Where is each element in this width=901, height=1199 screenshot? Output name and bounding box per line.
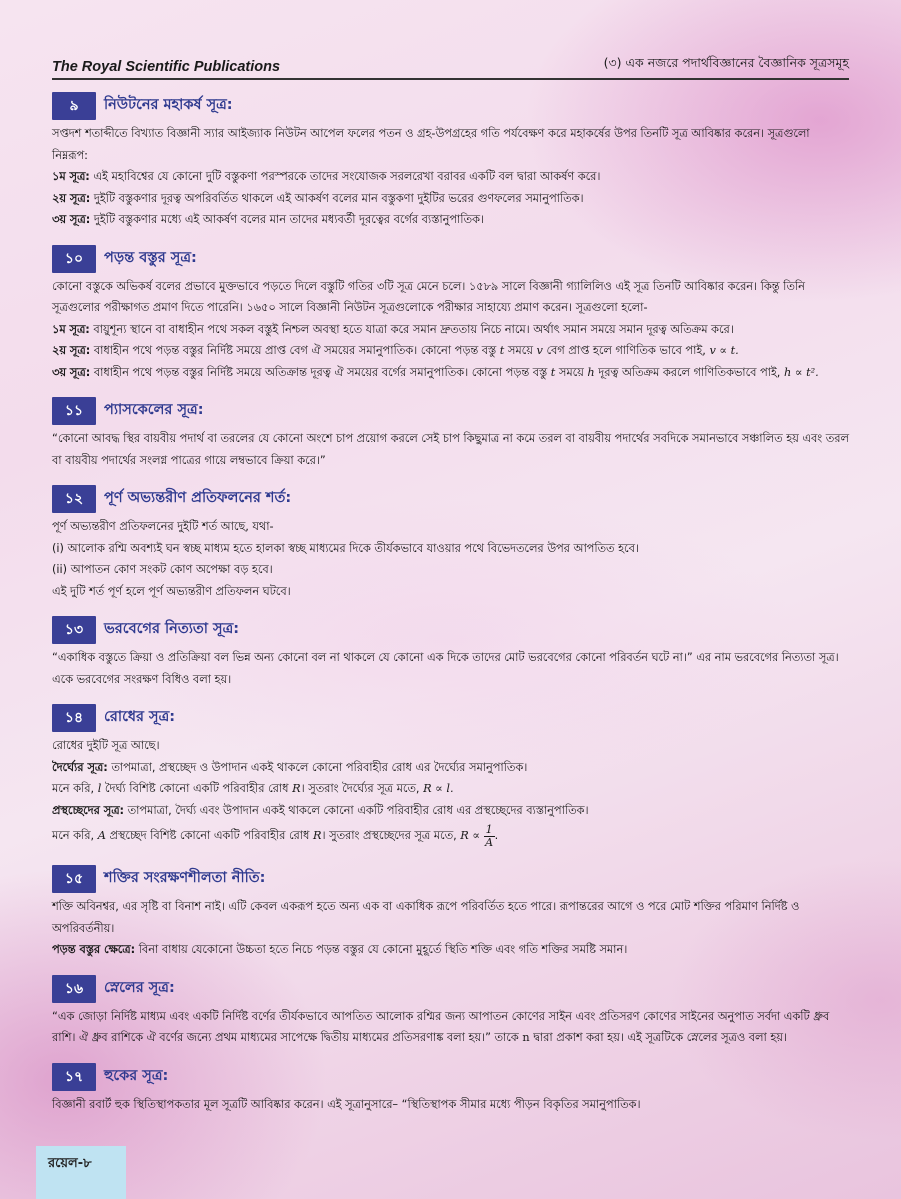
section-heading bbox=[52, 975, 849, 1003]
section-title: শক্তির সংরক্ষণশীলতা নীতি: bbox=[104, 870, 266, 886]
section-snell-law bbox=[52, 975, 849, 1049]
variable-R: R bbox=[292, 782, 301, 795]
section-heading bbox=[52, 865, 849, 893]
law-2 bbox=[52, 188, 849, 210]
law-label: ১ম সূত্র: bbox=[52, 322, 90, 336]
section-number-badge: ১৪ bbox=[52, 704, 96, 732]
variable-A: A bbox=[97, 829, 106, 842]
section-text: শক্তি অবিনশ্বর, এর সৃষ্টি বা বিনাশ নাই। এটি কেবল একরূপ হতে অন্য এক বা একাধিক রূপে পরিবর্তিত হতে পারে। রূপান্তরের আগে ও পরে মোট শক্তির পরিমাণ নির্দিষ্ট ও অপরিবর্তনীয়। bbox=[52, 900, 800, 935]
snell-text: “এক জোড়া নির্দিষ্ট মাধ্যম এবং একটি নির্দিষ্ট বর্ণের তীর্যকভাবে আপতিত আলোক রশ্মির জন্য আপাতন কোণের সাইন এবং প্রতিসরণ কোণের সাইনের অনুপাত সর্বদা একটি ধ্রুব রাশি। ঐ ধ্রুব রাশিকে ঐ বর্ণের জন্যে প্রথম মাধ্যমের সাপেক্ষে দ্বিতীয় মাধ্যমের প্রতিসরণাঙ্ক বলা হয়।” তাকে bbox=[52, 1009, 830, 1044]
law-label: দৈর্ঘ্যের সূত্র: bbox=[52, 760, 108, 774]
case-label: পড়ন্ত বস্তুর ক্ষেত্রে: bbox=[52, 943, 136, 956]
example-text: । সুতরাং দৈর্ঘ্যের সূত্র মতে, bbox=[300, 782, 420, 795]
section-intro: পূর্ণ অভ্যন্তরীণ প্রতিফলনের দুইটি শর্ত আছে, যথা- bbox=[52, 520, 274, 533]
section-title: হুকের সূত্র: bbox=[104, 1067, 169, 1084]
law-text: তাপমাত্রা, প্রস্থচ্ছেদ ও উপাদান একই থাকলে কোনো পরিবাহীর রোধ এর দৈর্ঘ্যের সমানুপাতিক। bbox=[111, 760, 528, 774]
section-number-badge: ১২ bbox=[52, 485, 96, 513]
length-law bbox=[52, 757, 849, 779]
variable-n: n bbox=[522, 1031, 530, 1044]
law-text: বাধাহীন পথে পড়ন্ত বস্তুর নির্দিষ্ট সময়ে অতিক্রান্ত দূরত্ব ঐ সময়ের বর্গের সমানুপাতিক। কোনো পড়ন্ত বস্তু bbox=[93, 365, 548, 379]
law-text: বাধাহীন পথে পড়ন্ত বস্তুর নির্দিষ্ট সময়ে প্রাপ্ত বেগ ঐ সময়ের সমানুপাতিক। কোনো পড়ন্ত বস্তু bbox=[93, 344, 497, 357]
formula-end: . bbox=[494, 829, 499, 842]
law-text: দূরত্ব অতিক্রম করলে গাণিতিকভাবে পাই, bbox=[598, 365, 781, 379]
section-title: নিউটনের মহাকর্ষ সূত্র: bbox=[104, 97, 233, 113]
example-text: মনে করি, bbox=[52, 829, 95, 842]
section-heading bbox=[52, 616, 849, 644]
formula-lhs: R ∝ bbox=[460, 829, 480, 842]
section-title: পূর্ণ অভ্যন্তরীণ প্রতিফলনের শর্ত: bbox=[104, 490, 292, 506]
section-title: স্নেলের সূত্র: bbox=[104, 979, 175, 996]
section-heading bbox=[52, 704, 849, 732]
page-content bbox=[52, 92, 849, 1129]
section-text bbox=[52, 1006, 849, 1049]
section-title: প্যাসকেলের সূত্র: bbox=[104, 402, 204, 418]
law-label: ২য় সূত্র: bbox=[52, 191, 91, 205]
page-header bbox=[52, 54, 849, 80]
section-intro: কোনো বস্তুকে অভিকর্ষ বলের প্রভাবে মুক্তভাবে পড়তে দিলে বস্তুটি গতির ৩টি সূত্র মেনে চলে। ১৫৮৯ সালে বিজ্ঞানী গ্যালিলিও এই সূত্র তিনটি আবিষ্কার করেন। কিন্তু তিনি সূত্রগুলোর পরীক্ষাগত প্রমাণ দিতে পারেনি। ১৬৫০ সালে বিজ্ঞানী নিউটন সূত্রগুলোকে পরীক্ষার সাহায্যে প্রমাণ করেন। সূত্রগুলো হলো- bbox=[52, 279, 805, 314]
fraction bbox=[484, 824, 495, 849]
section-momentum-conservation bbox=[52, 616, 849, 690]
area-law bbox=[52, 800, 849, 822]
condition-label: (i) bbox=[52, 541, 64, 555]
variable-v: v bbox=[536, 344, 543, 357]
law-label: ৩য় সূত্র: bbox=[52, 213, 91, 226]
section-title: ভরবেগের নিত্যতা সূত্র: bbox=[104, 621, 240, 637]
section-intro: সপ্তদশ শতাব্দীতে বিখ্যাত বিজ্ঞানী স্যার আইজ্যাক নিউটন আপেল ফলের পতন ও গ্রহ-উপগ্রহের গতি পর্যবেক্ষণ করে মহাকর্ষের উপর তিনটি সূত্র আবিষ্কার করেন। সূত্রগুলো নিম্নরূপ: bbox=[52, 127, 810, 162]
law-1 bbox=[52, 166, 849, 188]
page-number-tag bbox=[36, 1146, 126, 1199]
section-text: “কোনো আবদ্ধ স্থির বায়বীয় পদার্থ বা তরলের যে কোনো অংশে চাপ প্রয়োগ করলে সেই চাপ কিছুমাত্র না কমে তরল বা বায়বীয় পদার্থের সবদিকে সমানভাবে সঞ্চালিত হয় এবং তরল বা বায়বীয় পদার্থের সংলগ্ন পাত্রের গায়ে লম্বভাবে ক্রিয়া করে।” bbox=[52, 432, 849, 467]
section-intro: রোধের দুইটি সূত্র আছে। bbox=[52, 739, 160, 752]
section-number-badge: ৯ bbox=[52, 92, 96, 120]
length-example bbox=[52, 778, 849, 800]
section-hooke-law bbox=[52, 1063, 849, 1116]
variable-t: t bbox=[550, 365, 556, 379]
law-text: বায়ুশূন্য স্থানে বা বাধাহীন পথে সকল বস্তুই নিশ্চল অবস্থা হতে যাত্রা করে সমান দ্রুততায় নিচে নামে। অর্থাৎ সমান সময়ে সমান দূরত্ব অতিক্রম করে। bbox=[93, 322, 734, 336]
publisher-name: The Royal Scientific Publications bbox=[52, 59, 281, 75]
condition-label: (ii) bbox=[52, 563, 68, 576]
law-text: দুইটি বস্তুকণার মধ্যে এই আকর্ষণ বলের মান তাদের মধ্যবর্তী দূরত্বের বর্গের ব্যস্তানুপাতিক। bbox=[93, 213, 484, 226]
section-newton-gravitation bbox=[52, 92, 849, 231]
law-3 bbox=[52, 209, 849, 231]
condition-text: আপাতন কোণ সংকট কোণ অপেক্ষা বড় হবে। bbox=[70, 563, 273, 576]
law-label: ২য় সূত্র: bbox=[52, 344, 91, 357]
law-label: প্রস্থচ্ছেদের সূত্র: bbox=[52, 803, 125, 817]
section-pascal-law bbox=[52, 397, 849, 471]
section-falling-bodies bbox=[52, 245, 849, 384]
law-text: সময়ে bbox=[558, 365, 584, 379]
example-text: । সুতরাং প্রস্থচ্ছেদের সূত্র মতে, bbox=[321, 829, 457, 842]
example-text: প্রস্থচ্ছেদ বিশিষ্ট কোনো একটি পরিবাহীর রোধ bbox=[109, 829, 310, 842]
section-number-badge: ১১ bbox=[52, 397, 96, 425]
example-text: দৈর্ঘ্য বিশিষ্ট কোনো একটি পরিবাহীর রোধ bbox=[104, 782, 289, 795]
section-heading bbox=[52, 92, 849, 120]
chapter-title: (৩) এক নজরে পদার্থবিজ্ঞানের বৈজ্ঞানিক সূত্রসমূহ bbox=[603, 55, 849, 70]
formula: h ∝ t². bbox=[784, 365, 819, 379]
section-number-badge: ১৬ bbox=[52, 975, 96, 1003]
example-text: মনে করি, bbox=[52, 782, 95, 795]
section-title: রোধের সূত্র: bbox=[104, 709, 176, 725]
law-3 bbox=[52, 362, 849, 384]
section-number-badge: ১৩ bbox=[52, 616, 96, 644]
section-heading bbox=[52, 245, 849, 273]
falling-body-case bbox=[52, 939, 849, 961]
case-text: বিনা বাধায় যেকোনো উচ্চতা হতে নিচে পড়ন্ত বস্তুর যে কোনো মুহূর্তে স্থিতি শক্তি এবং গতি শক্তির সমষ্টি সমান। bbox=[138, 943, 628, 956]
section-number-badge: ১৭ bbox=[52, 1063, 96, 1091]
section-heading bbox=[52, 485, 849, 513]
law-text: সময়ে bbox=[507, 344, 533, 357]
section-title: পড়ন্ত বস্তুর সূত্র: bbox=[104, 249, 197, 266]
formula: v ∝ t. bbox=[709, 344, 739, 357]
section-number-badge: ১০ bbox=[52, 245, 96, 273]
law-text: দুইটি বস্তুকণার দূরত্ব অপরিবর্তিত থাকলে এই আকর্ষণ বলের মান বস্তুকণা দুইটির ভরের গুণফলের সমানুপাতিক। bbox=[93, 191, 584, 205]
condition-2 bbox=[52, 559, 849, 581]
section-resistance-laws bbox=[52, 704, 849, 851]
law-text: এই মহাবিশ্বের যে কোনো দুটি বস্তুকণা পরস্পরকে তাদের সংযোজক সরলরেখা বরাবর একটি বল দ্বারা আকর্ষণ করে। bbox=[93, 170, 601, 183]
variable-h: h bbox=[587, 365, 595, 379]
variable-R: R bbox=[312, 829, 322, 842]
page-label: রয়েল-৮ bbox=[48, 1156, 92, 1171]
law-text: তাপমাত্রা, দৈর্ঘ্য এবং উপাদান একই থাকলে কোনো একটি পরিবাহীর রোধ এর প্রস্থচ্ছেদের ব্যস্তানুপাতিক। bbox=[127, 803, 589, 817]
snell-text: দ্বারা প্রকাশ করা হয়। এই সূত্রটিকে স্নেলের সূত্রও বলা হয়। bbox=[533, 1031, 787, 1044]
section-total-internal-reflection bbox=[52, 485, 849, 602]
condition-text: আলোক রশ্মি অবশ্যই ঘন স্বচ্ছ মাধ্যম হতে হালকা স্বচ্ছ মাধ্যমের দিকে তীর্যকভাবে যাওয়ার পথে বিভেদতলের উপর আপতিত হবে। bbox=[67, 541, 639, 555]
section-energy-conservation bbox=[52, 865, 849, 961]
section-heading bbox=[52, 1063, 849, 1091]
section-outro: এই দুটি শর্ত পূর্ণ হলে পূর্ণ অভ্যন্তরীণ প্রতিফলন ঘটবে। bbox=[52, 584, 291, 598]
law-2 bbox=[52, 340, 849, 362]
formula: R ∝ l. bbox=[423, 782, 454, 795]
section-number-badge: ১৫ bbox=[52, 865, 96, 893]
law-label: ৩য় সূত্র: bbox=[52, 365, 91, 379]
law-text: বেগ প্রাপ্ত হলে গাণিতিক ভাবে পাই, bbox=[546, 344, 706, 357]
variable-l: l bbox=[97, 782, 102, 795]
fraction-denominator: A bbox=[485, 835, 494, 849]
section-text: “একাধিক বস্তুতে ক্রিয়া ও প্রতিক্রিয়া বল ভিন্ন অন্য কোনো বল না থাকলে যে কোনো এক দিকে তাদের মোট ভরবেগের কোনো পরিবর্তন ঘটে না।” এর নাম ভরবেগের নিত্যতা সূত্র। একে ভরবেগের সংরক্ষণ বিধিও বলা হয়। bbox=[52, 651, 839, 686]
fraction-numerator: 1 bbox=[485, 822, 493, 836]
section-heading bbox=[52, 397, 849, 425]
law-label: ১ম সূত্র: bbox=[52, 170, 90, 183]
section-text: বিজ্ঞানী রবার্ট হুক স্থিতিস্থাপকতার মূল সূত্রটি আবিষ্কার করেন। এই সূত্রানুসারে– “স্থিতিস্থাপক সীমার মধ্যে পীড়ন বিকৃতির সমানুপাতিক। bbox=[52, 1097, 641, 1111]
variable-t: t bbox=[499, 344, 505, 357]
law-1 bbox=[52, 319, 849, 341]
area-example bbox=[52, 821, 849, 851]
condition-1 bbox=[52, 538, 849, 560]
